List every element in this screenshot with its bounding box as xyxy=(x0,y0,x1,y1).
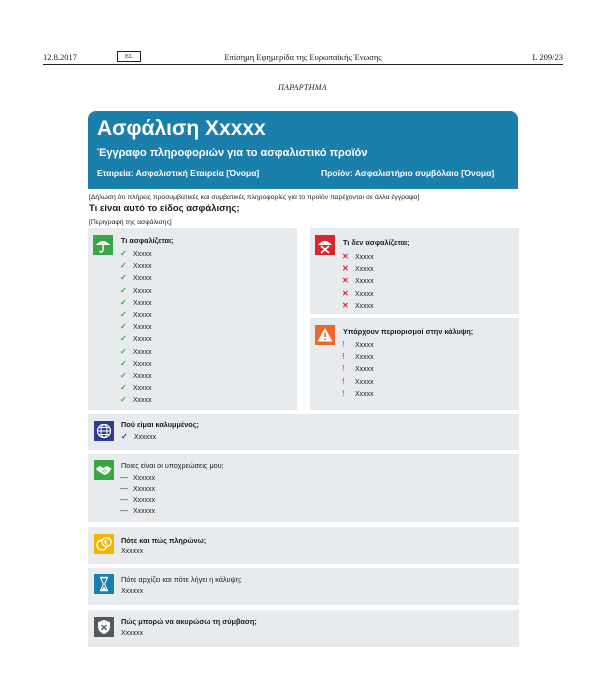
coverage-area-list xyxy=(121,431,156,443)
document-subtitle: Έγγραφο πληροφοριών για το ασφαλιστικό προϊόν xyxy=(97,147,368,159)
insurance-type-question: Τι είναι αυτό το είδος ασφάλισης; xyxy=(89,203,240,214)
list-item: ✓ Xxxxx xyxy=(120,334,152,344)
insured-title: Τι ασφαλίζεται; xyxy=(121,236,174,245)
coverage-period-text: Xxxxxx xyxy=(121,588,144,595)
list-item: ✓ Xxxxx xyxy=(120,346,152,356)
list-item: ✕ Xxxxx xyxy=(342,276,374,286)
list-item: ✓ Xxxxx xyxy=(120,383,152,393)
header-language-box: EL xyxy=(117,51,141,62)
hourglass-icon xyxy=(94,574,114,594)
restrictions-list xyxy=(342,339,374,400)
warning-icon xyxy=(315,325,335,345)
list-item: ✓ Xxxxx xyxy=(120,370,152,380)
globe-icon xyxy=(94,421,114,441)
payment-section xyxy=(88,527,519,564)
coins-icon xyxy=(94,534,114,554)
list-item: ✓ Xxxxxx xyxy=(121,432,157,441)
list-item: ✕ Xxxxx xyxy=(342,288,374,298)
list-item: ✓ Xxxxx xyxy=(120,309,152,319)
disclaimer-note: [Δήλωση ότι πλήρεις προσυμβατικές και συμβατικές πληροφορίες για το προϊόν παρέχονται σε άλλα έγγραφα] xyxy=(89,194,420,201)
header-journal-title: Επίσημη Εφημερίδα της Ευρωπαϊκής Ένωσης xyxy=(224,52,382,62)
cancellation-title: Πώς μπορώ να ακυρώσω τη σύμβαση; xyxy=(121,617,257,626)
coverage-period-section xyxy=(88,568,519,605)
restrictions-title: Υπάρχουν περιορισμοί στην κάλυψη; xyxy=(343,327,474,336)
list-item: — Xxxxxx xyxy=(120,473,156,482)
document-title: Ασφάλιση Xxxxx xyxy=(97,117,266,140)
list-item: ✓ Xxxxx xyxy=(120,358,152,368)
cancellation-section xyxy=(88,610,519,647)
list-item: ! Xxxxx xyxy=(342,376,374,386)
list-item: ✓ Xxxxx xyxy=(120,261,152,271)
list-item: ✕ Xxxxx xyxy=(342,300,374,310)
header-date: 12.8.2017 xyxy=(43,52,77,62)
list-item: ✕ Xxxxx xyxy=(342,252,374,261)
insurance-description: [Περιγραφή της ασφάλισης] xyxy=(89,219,172,226)
payment-title: Πότε και πώς πληρώνω; xyxy=(121,536,207,545)
header-page-number: L 209/23 xyxy=(532,52,563,62)
list-item: ! Xxxxx xyxy=(342,352,374,362)
payment-text: Xxxxxx xyxy=(121,548,144,555)
shield-icon xyxy=(94,617,114,637)
broken-umbrella-icon xyxy=(315,235,335,255)
handshake-icon xyxy=(94,460,114,480)
list-item: ✓ Xxxxx xyxy=(120,322,152,332)
list-item: ✓ Xxxxx xyxy=(120,273,152,283)
company-name: Εταιρεία: Ασφαλιστική Εταιρεία [Όνομα] xyxy=(97,168,260,178)
list-item: ✕ Xxxxx xyxy=(342,264,374,274)
obligations-list xyxy=(120,472,155,516)
obligations-title: Ποιες είναι οι υποχρεώσεις μου; xyxy=(121,461,224,470)
product-name: Προϊόν: Ασφαλιστήριο συμβόλαιο [Όνομα] xyxy=(321,168,495,178)
restrictions-section xyxy=(310,318,519,410)
list-item: — Xxxxxx xyxy=(120,506,156,515)
list-item: ! Xxxxx xyxy=(342,388,374,398)
list-item: ✓ Xxxxx xyxy=(120,249,152,258)
page-header xyxy=(43,50,563,64)
list-item: — Xxxxxx xyxy=(120,484,156,493)
list-item: ✓ Xxxxx xyxy=(120,395,152,405)
coverage-area-title: Πού είμαι καλυμμένος; xyxy=(121,420,199,429)
header-rule xyxy=(43,64,563,65)
not-insured-section xyxy=(310,228,519,314)
obligations-section xyxy=(88,454,519,522)
list-item: ! Xxxxx xyxy=(342,340,374,349)
annex-title: ΠΑΡΑΡΤΗΜΑ xyxy=(278,83,327,92)
list-item: ! Xxxxx xyxy=(342,364,374,374)
not-insured-list xyxy=(342,251,374,312)
list-item: — Xxxxxx xyxy=(120,495,156,504)
umbrella-icon xyxy=(93,235,113,255)
list-item: ✓ Xxxxx xyxy=(120,297,152,307)
coverage-period-title: Πότε αρχίζει και πότε λήγει η κάλυψη; xyxy=(121,575,242,584)
insured-section xyxy=(88,228,297,410)
list-item: ✓ Xxxxx xyxy=(120,285,152,295)
title-banner xyxy=(88,111,518,189)
coverage-area-section xyxy=(88,414,519,450)
insured-list xyxy=(120,248,152,406)
not-insured-title: Τι δεν ασφαλίζεται; xyxy=(343,238,410,247)
cancellation-text: Xxxxxx xyxy=(121,630,144,637)
